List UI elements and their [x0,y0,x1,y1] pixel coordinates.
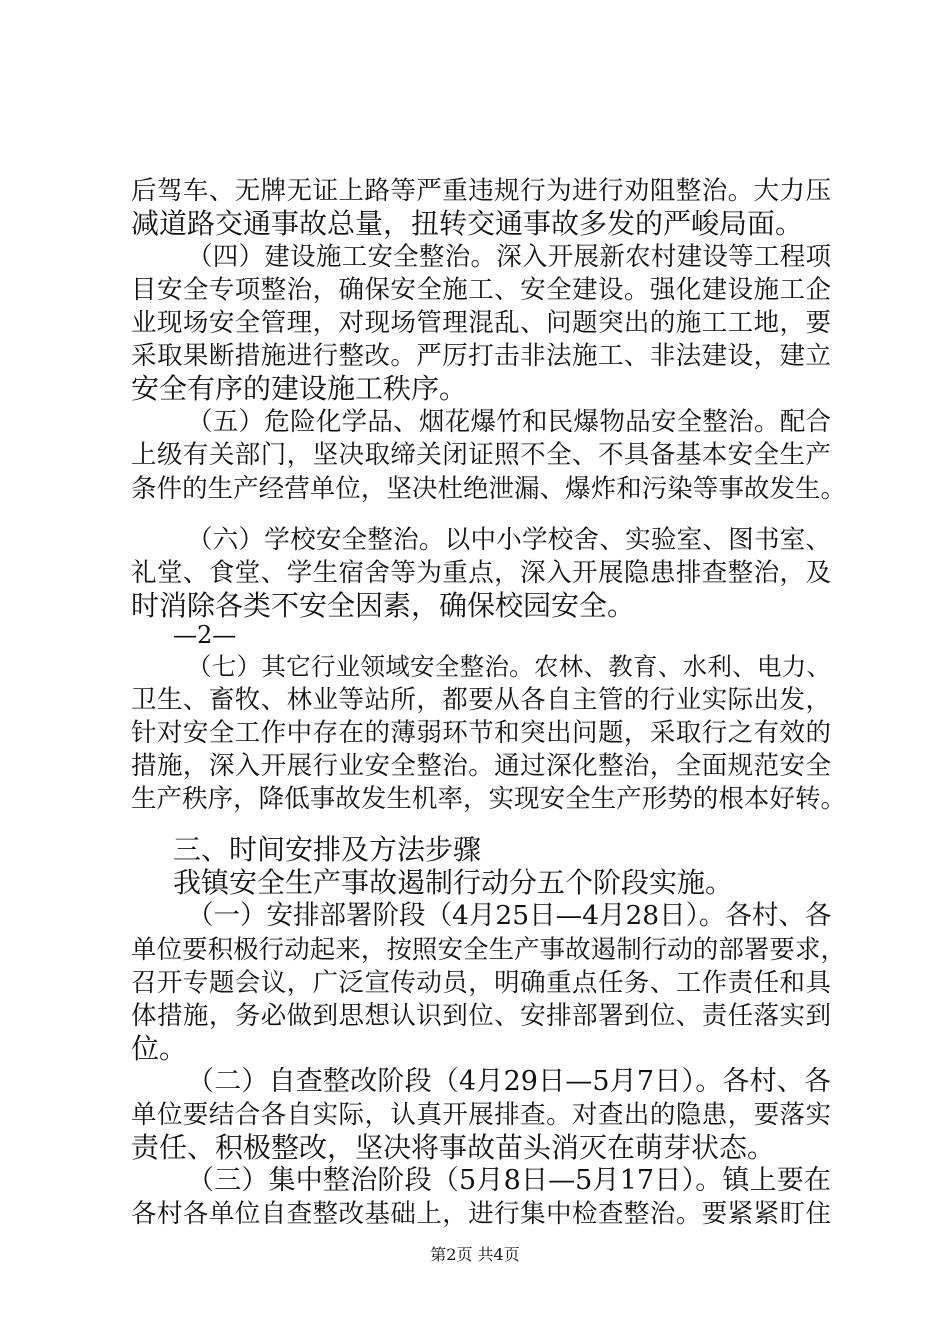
text-line: （一）安排部署阶段（4月25日—4月28日）。各村、各 [187,900,832,932]
text-line: 单位要结合各自实际，认真开展排查。对查出的隐患，要落实 [131,1099,831,1130]
text-line: 安全有序的建设施工秩序。 [131,372,468,406]
inline-page-number: —2— [173,621,237,650]
section-heading: 三、时间安排及方法步骤 [173,833,482,867]
page-footer: 第2页 共4页 [430,1245,520,1264]
text-line: 目安全专项整治，确保安全施工、安全建设。强化建设施工企 [131,275,831,306]
text-line: 礼堂、食堂、学生宿舍等为重点，深入开展隐患排查整治，及 [131,558,831,589]
text-line: （五）危险化学品、烟花爆竹和民爆物品安全整治。配合 [187,407,831,438]
text-line: 业现场安全管理，对现场管理混乱、问题突出的施工工地，要 [131,308,831,339]
text-line: 责任、积极整改，坚决将事故苗头消灭在萌芽状态。 [131,1130,776,1164]
text-line: 针对安全工作中存在的薄弱环节和突出问题，采取行之有效的 [131,717,831,748]
text-line: 上级有关部门，坚决取缔关闭证照不全、不具备基本安全生产 [131,440,831,471]
text-line: 单位要积极行动起来，按照安全生产事故遏制行动的部署要求， [131,934,846,965]
text-line: 我镇安全生产事故遏制行动分五个阶段实施。 [173,866,734,900]
text-line: 卫生、畜牧、林业等站所，都要从各自主管的行业实际出发， [131,684,831,715]
text-line: （三）集中整治阶段（5月8日—5月17日）。镇上要在 [187,1164,831,1196]
text-line: 措施，深入开展行业安全整治。通过深化整治，全面规范安全 [131,750,831,781]
text-line: 条件的生产经营单位，坚决杜绝泄漏、爆炸和污染等事故发生。 [131,473,846,504]
text-line: 各村各单位自查整改基础上，进行集中检查整治。要紧紧盯住 [131,1199,831,1229]
text-line: 采取果断措施进行整改。严厉打击非法施工、非法建设，建立 [131,341,831,372]
text-line: 位。 [131,1031,188,1065]
text-line: （四）建设施工安全整治。深入开展新农村建设等工程项 [187,242,831,273]
text-line: 时消除各类不安全因素，确保校园安全。 [131,589,636,623]
text-line: （七）其它行业领域安全整治。农林、教育、水利、电力、 [187,651,831,681]
text-line: （六）学校安全整治。以中小学校舍、实验室、图书室、 [187,524,831,555]
text-line: 召开专题会议，广泛宣传动员，明确重点任务、工作责任和具 [131,967,831,998]
text-line: 体措施，务必做到思想认识到位、安排部署到位、责任落实到 [131,1000,831,1031]
text-line: 减道路交通事故总量，扭转交通事故多发的严峻局面。 [131,207,804,241]
text-line: 后驾车、无牌无证上路等严重违规行为进行劝阻整治。大力压 [131,176,831,206]
text-line: 生产秩序，降低事故发生机率，实现安全生产形势的根本好转。 [131,783,846,814]
text-line: （二）自查整改阶段（4月29日—5月7日）。各村、各 [187,1065,831,1097]
